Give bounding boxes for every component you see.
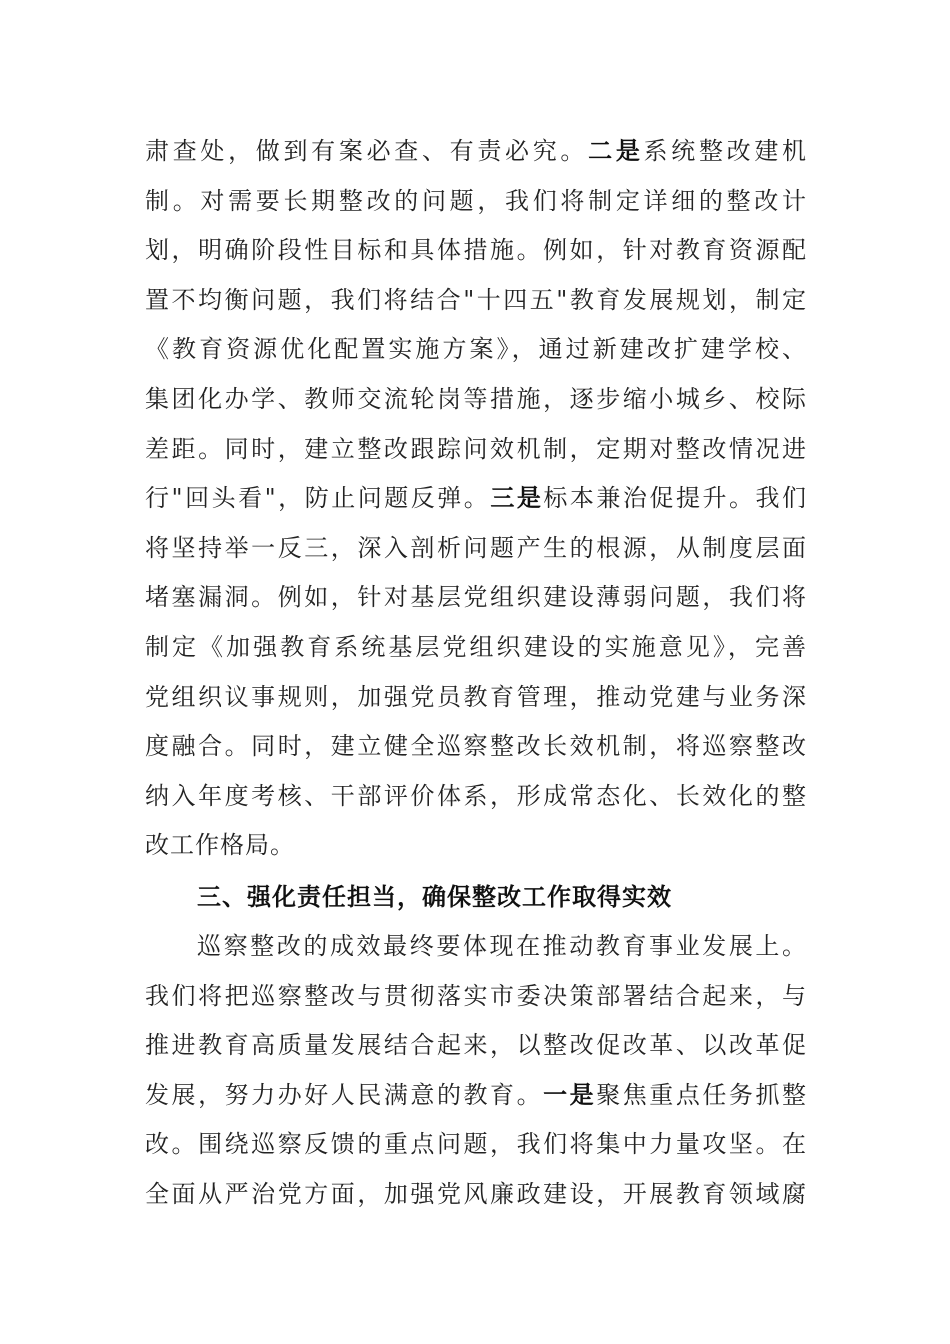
section-heading — [145, 872, 807, 922]
text-line: 制。对需要长期整改的问题，我们将制定详细的整改计 — [145, 186, 807, 215]
text-line: 《教育资源优化配置实施方案》，通过新建改扩建学校、 — [145, 335, 807, 364]
text-line: 置不均衡问题，我们将结合"十四五"教育发展规划，制定 — [145, 285, 807, 314]
text-line: 巡察整改的成效最终要体现在推动教育事业发展上。 — [197, 932, 807, 960]
paragraph-1 — [145, 127, 807, 871]
text-line: 划，明确阶段性目标和具体措施。例如，针对教育资源配 — [145, 236, 807, 265]
paragraph-2 — [145, 922, 807, 1220]
section-heading-text: 三、强化责任担当，确保整改工作取得实效 — [197, 883, 672, 911]
text-line: 将坚持举一反三，深入剖析问题产生的根源，从制度层面 — [145, 533, 807, 562]
text-line: 我们将把巡察整改与贯彻落实市委决策部署结合起来，与 — [145, 981, 807, 1010]
bold-keyword: 一是 — [543, 1080, 597, 1109]
text-line: 集团化办学、教师交流轮岗等措施，逐步缩小城乡、校际 — [145, 384, 807, 413]
text-line: 度融合。同时，建立健全巡察整改长效机制，将巡察整改 — [145, 732, 807, 761]
text-line: 堵塞漏洞。例如，针对基层党组织建设薄弱问题，我们将 — [145, 583, 807, 612]
text-line: 全面从严治党方面，加强党风廉政建设，开展教育领域腐 — [145, 1179, 807, 1208]
text-line: 推进教育高质量发展结合起来，以整改促改革、以改革促 — [145, 1031, 807, 1060]
text-line: 行"回头看"，防止问题反弹。三是标本兼治促提升。我们 — [145, 484, 808, 513]
text-line: 发展，努力办好人民满意的教育。一是聚焦重点任务抓整 — [145, 1080, 808, 1109]
text-line: 改。围绕巡察反馈的重点问题，我们将集中力量攻坚。在 — [145, 1130, 807, 1159]
text-line: 改工作格局。 — [145, 831, 295, 860]
text-line: 党组织议事规则，加强党员教育管理，推动党建与业务深 — [145, 682, 807, 711]
bold-keyword: 二是 — [588, 137, 644, 165]
bold-keyword: 三是 — [490, 484, 544, 513]
text-line: 肃查处，做到有案必查、有责必究。二是系统整改建机 — [145, 137, 808, 165]
text-line: 制定《加强教育系统基层党组织建设的实施意见》，完善 — [145, 632, 807, 661]
text-line: 纳入年度考核、干部评价体系，形成常态化、长效化的整 — [145, 781, 807, 810]
text-line: 差距。同时，建立整改跟踪问效机制，定期对整改情况进 — [145, 434, 807, 463]
